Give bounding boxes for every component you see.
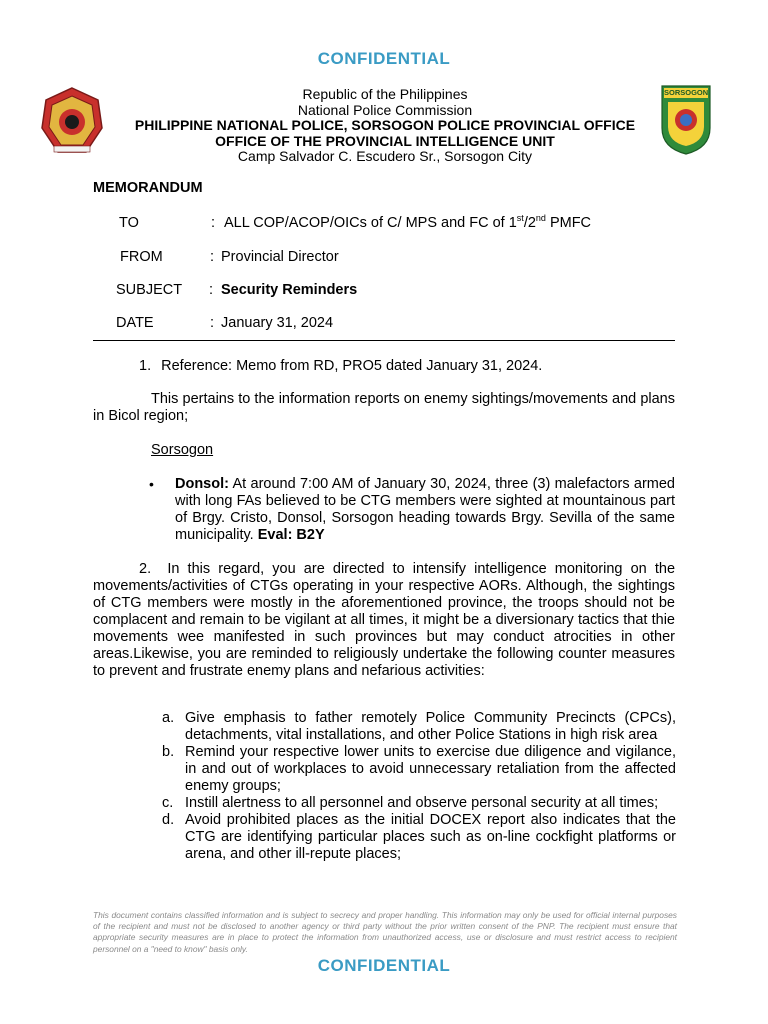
header-line-napolcom: National Police Commission bbox=[297, 101, 473, 118]
from-value: Provincial Director bbox=[221, 249, 339, 265]
from-colon: : bbox=[210, 249, 215, 265]
to-colon: : bbox=[211, 215, 216, 231]
list-item-letter: b. bbox=[162, 744, 175, 760]
to-label: TO bbox=[119, 215, 139, 231]
confidential-label-top: CONFIDENTIAL bbox=[317, 49, 451, 68]
paragraph-2 bbox=[93, 561, 675, 680]
paragraph-2-number: 2. bbox=[139, 561, 152, 577]
list-item bbox=[162, 710, 676, 744]
list-item bbox=[162, 795, 676, 812]
confidential-label-bottom: CONFIDENTIAL bbox=[317, 956, 451, 975]
letterhead bbox=[100, 87, 670, 165]
header-line-address: Camp Salvador C. Escudero Sr., Sorsogon City bbox=[237, 148, 533, 164]
list-item-text: Give emphasis to father remotely Police Community Precincts (CPCs), detachments, vital installations, and other Police Stations in high risk area bbox=[185, 710, 676, 743]
confidentiality-disclaimer: This document contains classified information and is subject to secrecy and proper handling. This information may only be used for official internal purposes of the recipient and must not be disclosed to another agency or third party without the prior written consent of the PNP. The recipient must ensure that appropriate security measures are in place to protect the information from unauthorized access, use or disclosure and must restrict access to recipient personnel on a "need to know" basis only. bbox=[93, 910, 677, 954]
subject-value: Security Reminders bbox=[221, 282, 358, 298]
region-heading: Sorsogon bbox=[151, 442, 214, 458]
countermeasure-list bbox=[162, 710, 676, 863]
bullet-dot: • bbox=[149, 476, 154, 492]
bullet-lead: Donsol: bbox=[175, 476, 229, 492]
subject-colon: : bbox=[209, 282, 214, 298]
paragraph-1 bbox=[139, 358, 679, 375]
subject-label: SUBJECT bbox=[116, 282, 183, 298]
date-colon: : bbox=[210, 315, 215, 331]
list-item-letter: c. bbox=[162, 795, 174, 811]
header-line-republic: Republic of the Philippines bbox=[302, 86, 468, 102]
paragraph-2-text: In this regard, you are directed to intensify intelligence monitoring on the movements/activities of CTGs operating in your respective AORs. Although, the sightings of CTG members were mostly in the aforementioned province, the troops should not be complacent and remain to be vigilant at all times, it might be a diversionary tactics that thie movements wee manifested in such provinces but may conduct atrocities in other areas.Likewise, you are reminded to religiously undertake the following counter measures to prevent and frustrate enemy plans and nefarious activities: bbox=[93, 561, 676, 679]
bullet-eval: Eval: B2Y bbox=[257, 527, 325, 543]
to-value: ALL COP/ACOP/OICs of C/ MPS and FC of 1st/2nd PMFC bbox=[224, 213, 592, 231]
bullet-item-donsol bbox=[175, 476, 675, 544]
list-item-letter: a. bbox=[162, 710, 175, 726]
date-value: January 31, 2024 bbox=[221, 315, 334, 331]
list-item-text: Instill alertness to all personnel and observe personal security at all times; bbox=[185, 795, 659, 811]
header-divider bbox=[93, 340, 675, 341]
list-item bbox=[162, 812, 676, 863]
date-label: DATE bbox=[116, 315, 154, 331]
memorandum-title: MEMORANDUM bbox=[93, 180, 203, 196]
paragraph-1-text: Reference: Memo from RD, PRO5 dated January 31, 2024. bbox=[161, 358, 543, 374]
list-item-text: Remind your respective lower units to exercise due diligence and vigilance, in and out of workplaces to avoid unnecessary retaliation from the affected enemy groups; bbox=[185, 744, 676, 794]
list-item-text: Avoid prohibited places as the initial DOCEX report also indicates that the CTG are identifying particular places such as on-line cockfight platforms or arena, and other ill-repute places; bbox=[185, 812, 676, 862]
list-item-letter: d. bbox=[162, 812, 175, 828]
header-line-pnp: PHILIPPINE NATIONAL POLICE, SORSOGON POLICE PROVINCIAL OFFICE bbox=[134, 117, 636, 133]
from-label: FROM bbox=[120, 249, 163, 265]
pnp-seal-logo bbox=[40, 86, 104, 158]
bullet-text: At around 7:00 AM of January 30, 2024, three (3) malefactors armed with long FAs believed to be CTG members were sighted at mountainous part of Brgy. Cristo, Donsol, Sorsogon heading towards Brgy. Sevilla of the same municipality. bbox=[175, 476, 675, 543]
list-item bbox=[162, 744, 676, 795]
paragraph-1-number: 1. bbox=[139, 358, 152, 374]
header-line-office: OFFICE OF THE PROVINCIAL INTELLIGENCE UNIT bbox=[215, 132, 555, 149]
sorsogon-logo-text: SORSOGON bbox=[664, 88, 709, 97]
paragraph-intro: This pertains to the information reports on enemy sightings/movements and plans in Bicol region; bbox=[93, 391, 675, 424]
